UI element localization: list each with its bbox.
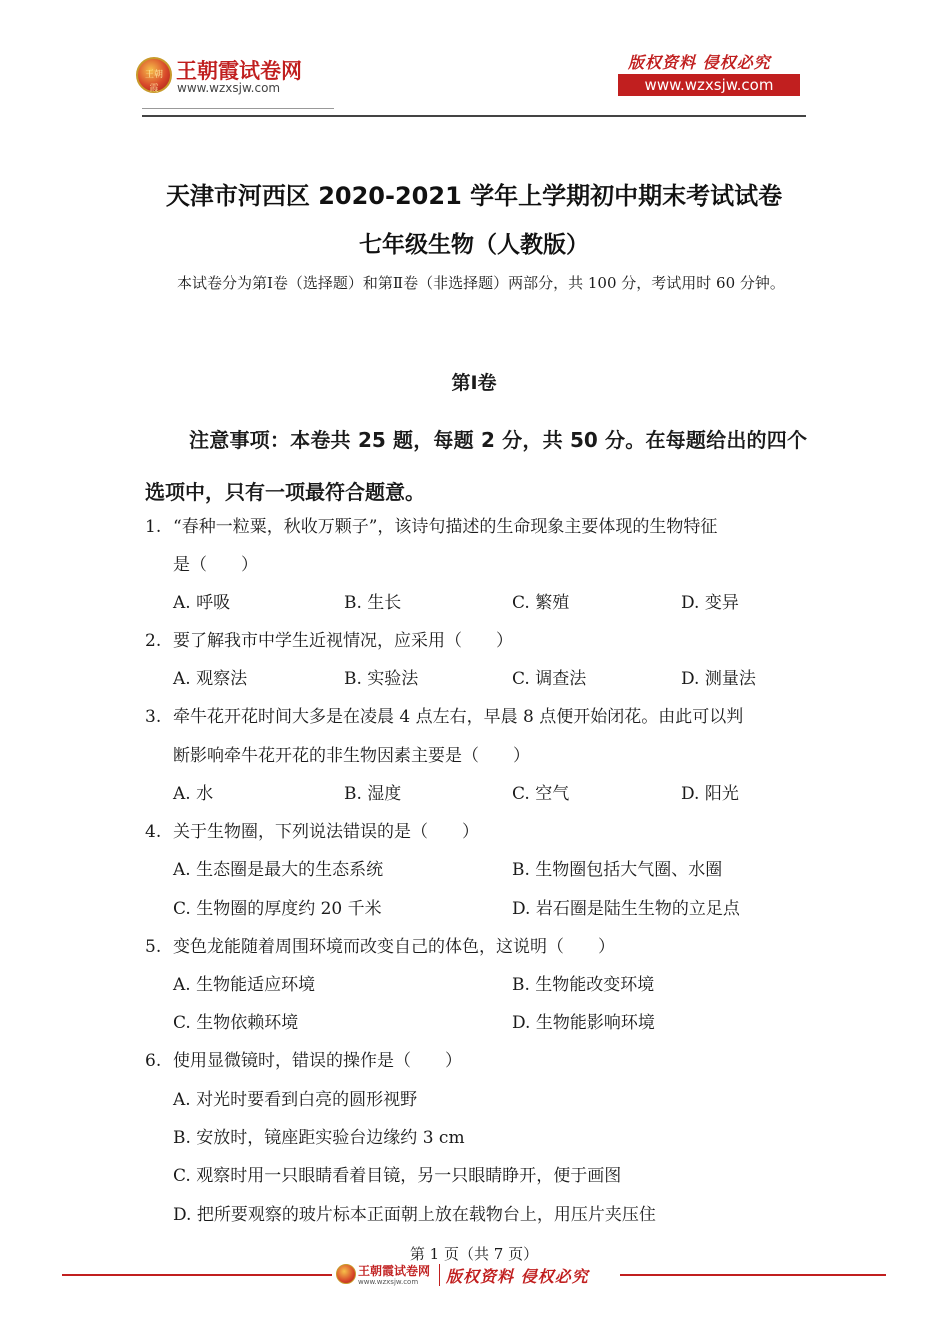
- question-6: [145, 1049, 462, 1073]
- site-logo-url: www.wzxsjw.com: [177, 81, 281, 95]
- option-c: C. 生物圈的厚度约 20 千米: [173, 899, 382, 919]
- option-b: B. 生物圈包括大气圈、水圈: [512, 860, 723, 880]
- question-3: [145, 705, 743, 729]
- question-number: 1.: [145, 517, 162, 537]
- option-b: B. 生长: [344, 593, 402, 613]
- question-1: [145, 515, 717, 539]
- question-number: 3.: [145, 707, 162, 727]
- option-a: A. 观察法: [173, 669, 248, 689]
- question-number: 2.: [145, 631, 162, 651]
- question-2: [145, 629, 513, 653]
- option-d: D. 阳光: [681, 784, 739, 804]
- option-d: D. 变异: [681, 593, 739, 613]
- option-d: D. 测量法: [681, 669, 756, 689]
- footer-rule-left: [62, 1274, 332, 1276]
- logo-divider: [142, 108, 334, 109]
- footer-logo-url: www.wzxsjw.com: [358, 1278, 419, 1286]
- page-number: 第 1 页（共 7 页）: [409, 1245, 539, 1263]
- header-divider: [142, 115, 806, 117]
- footer-logo-name: 王朝霞试卷网: [358, 1264, 431, 1278]
- header-url-banner: www.wzxsjw.com: [618, 74, 800, 96]
- question-stem: 要了解我市中学生近视情况，应采用（ ）: [173, 631, 513, 651]
- exam-intro: 本试卷分为第Ⅰ卷（选择题）和第Ⅱ卷（非选择题）两部分，共 100 分，考试用时 60 分钟。: [177, 274, 785, 292]
- site-logo-name: 王朝霞试卷网: [176, 59, 302, 83]
- option-c: C. 观察时用一只眼睛看着目镜，另一只眼睛睁开，便于画图: [173, 1166, 622, 1186]
- header-copyright-notice: 版权资料 侵权必究: [628, 53, 771, 72]
- option-c: C. 调查法: [512, 669, 587, 689]
- option-b: B. 湿度: [344, 784, 402, 804]
- question-stem: “春种一粒粟，秋收万颗子”，该诗句描述的生命现象主要体现的生物特征: [173, 517, 718, 537]
- question-stem: 使用显微镜时，错误的操作是（ ）: [173, 1051, 462, 1071]
- option-a: A. 生态圈是最大的生态系统: [173, 860, 384, 880]
- question-stem: 变色龙能随着周围环境而改变自己的体色，这说明（ ）: [173, 937, 615, 957]
- exam-subtitle: 七年级生物（人教版）: [359, 232, 589, 258]
- question-stem: 牵牛花开花时间大多是在凌晨 4 点左右，早晨 8 点便开始闭花。由此可以判: [173, 707, 744, 727]
- option-b: B. 生物能改变环境: [512, 975, 655, 995]
- question-stem: 关于生物圈，下列说法错误的是（ ）: [173, 822, 479, 842]
- footer-rule-right: [620, 1274, 886, 1276]
- footer-logo-emblem: [336, 1264, 356, 1284]
- question-number: 6.: [145, 1051, 162, 1071]
- question-number: 4.: [145, 822, 162, 842]
- question-4: [145, 820, 479, 844]
- option-a: A. 呼吸: [173, 593, 231, 613]
- option-b: B. 安放时，镜座距实验台边缘约 3 cm: [173, 1128, 465, 1148]
- question-number: 5.: [145, 937, 162, 957]
- logo-emblem-text: 王朝霞: [145, 70, 164, 94]
- option-c: C. 空气: [512, 784, 570, 804]
- question-3-continued: 断影响牵牛花开花的非生物因素主要是（ ）: [173, 746, 530, 766]
- footer-copyright-notice: 版权资料 侵权必究: [446, 1267, 589, 1286]
- option-d: D. 生物能影响环境: [512, 1013, 655, 1033]
- option-d: D. 岩石圈是陆生生物的立足点: [512, 899, 740, 919]
- option-a: A. 生物能适应环境: [173, 975, 316, 995]
- site-logo-emblem: [136, 57, 172, 93]
- exam-title: 天津市河西区 2020-2021 学年上学期初中期末考试试卷: [165, 182, 783, 210]
- question-1-continued: 是（ ）: [173, 555, 258, 575]
- option-a: A. 水: [173, 784, 214, 804]
- volume-heading: 第Ⅰ卷: [451, 372, 497, 394]
- option-c: C. 生物依赖环境: [173, 1013, 299, 1033]
- option-d: D. 把所要观察的玻片标本正面朝上放在载物台上，用压片夹压住: [173, 1205, 656, 1225]
- question-5: [145, 935, 615, 959]
- footer-separator: [439, 1264, 440, 1286]
- notice-text: 注意事项：本卷共 25 题，每题 2 分，共 50 分。在每题给出的四个选项中，只有一项最符合题意。: [145, 428, 807, 504]
- option-b: B. 实验法: [344, 669, 419, 689]
- option-c: C. 繁殖: [512, 593, 570, 613]
- option-a: A. 对光时要看到白亮的圆形视野: [173, 1090, 418, 1110]
